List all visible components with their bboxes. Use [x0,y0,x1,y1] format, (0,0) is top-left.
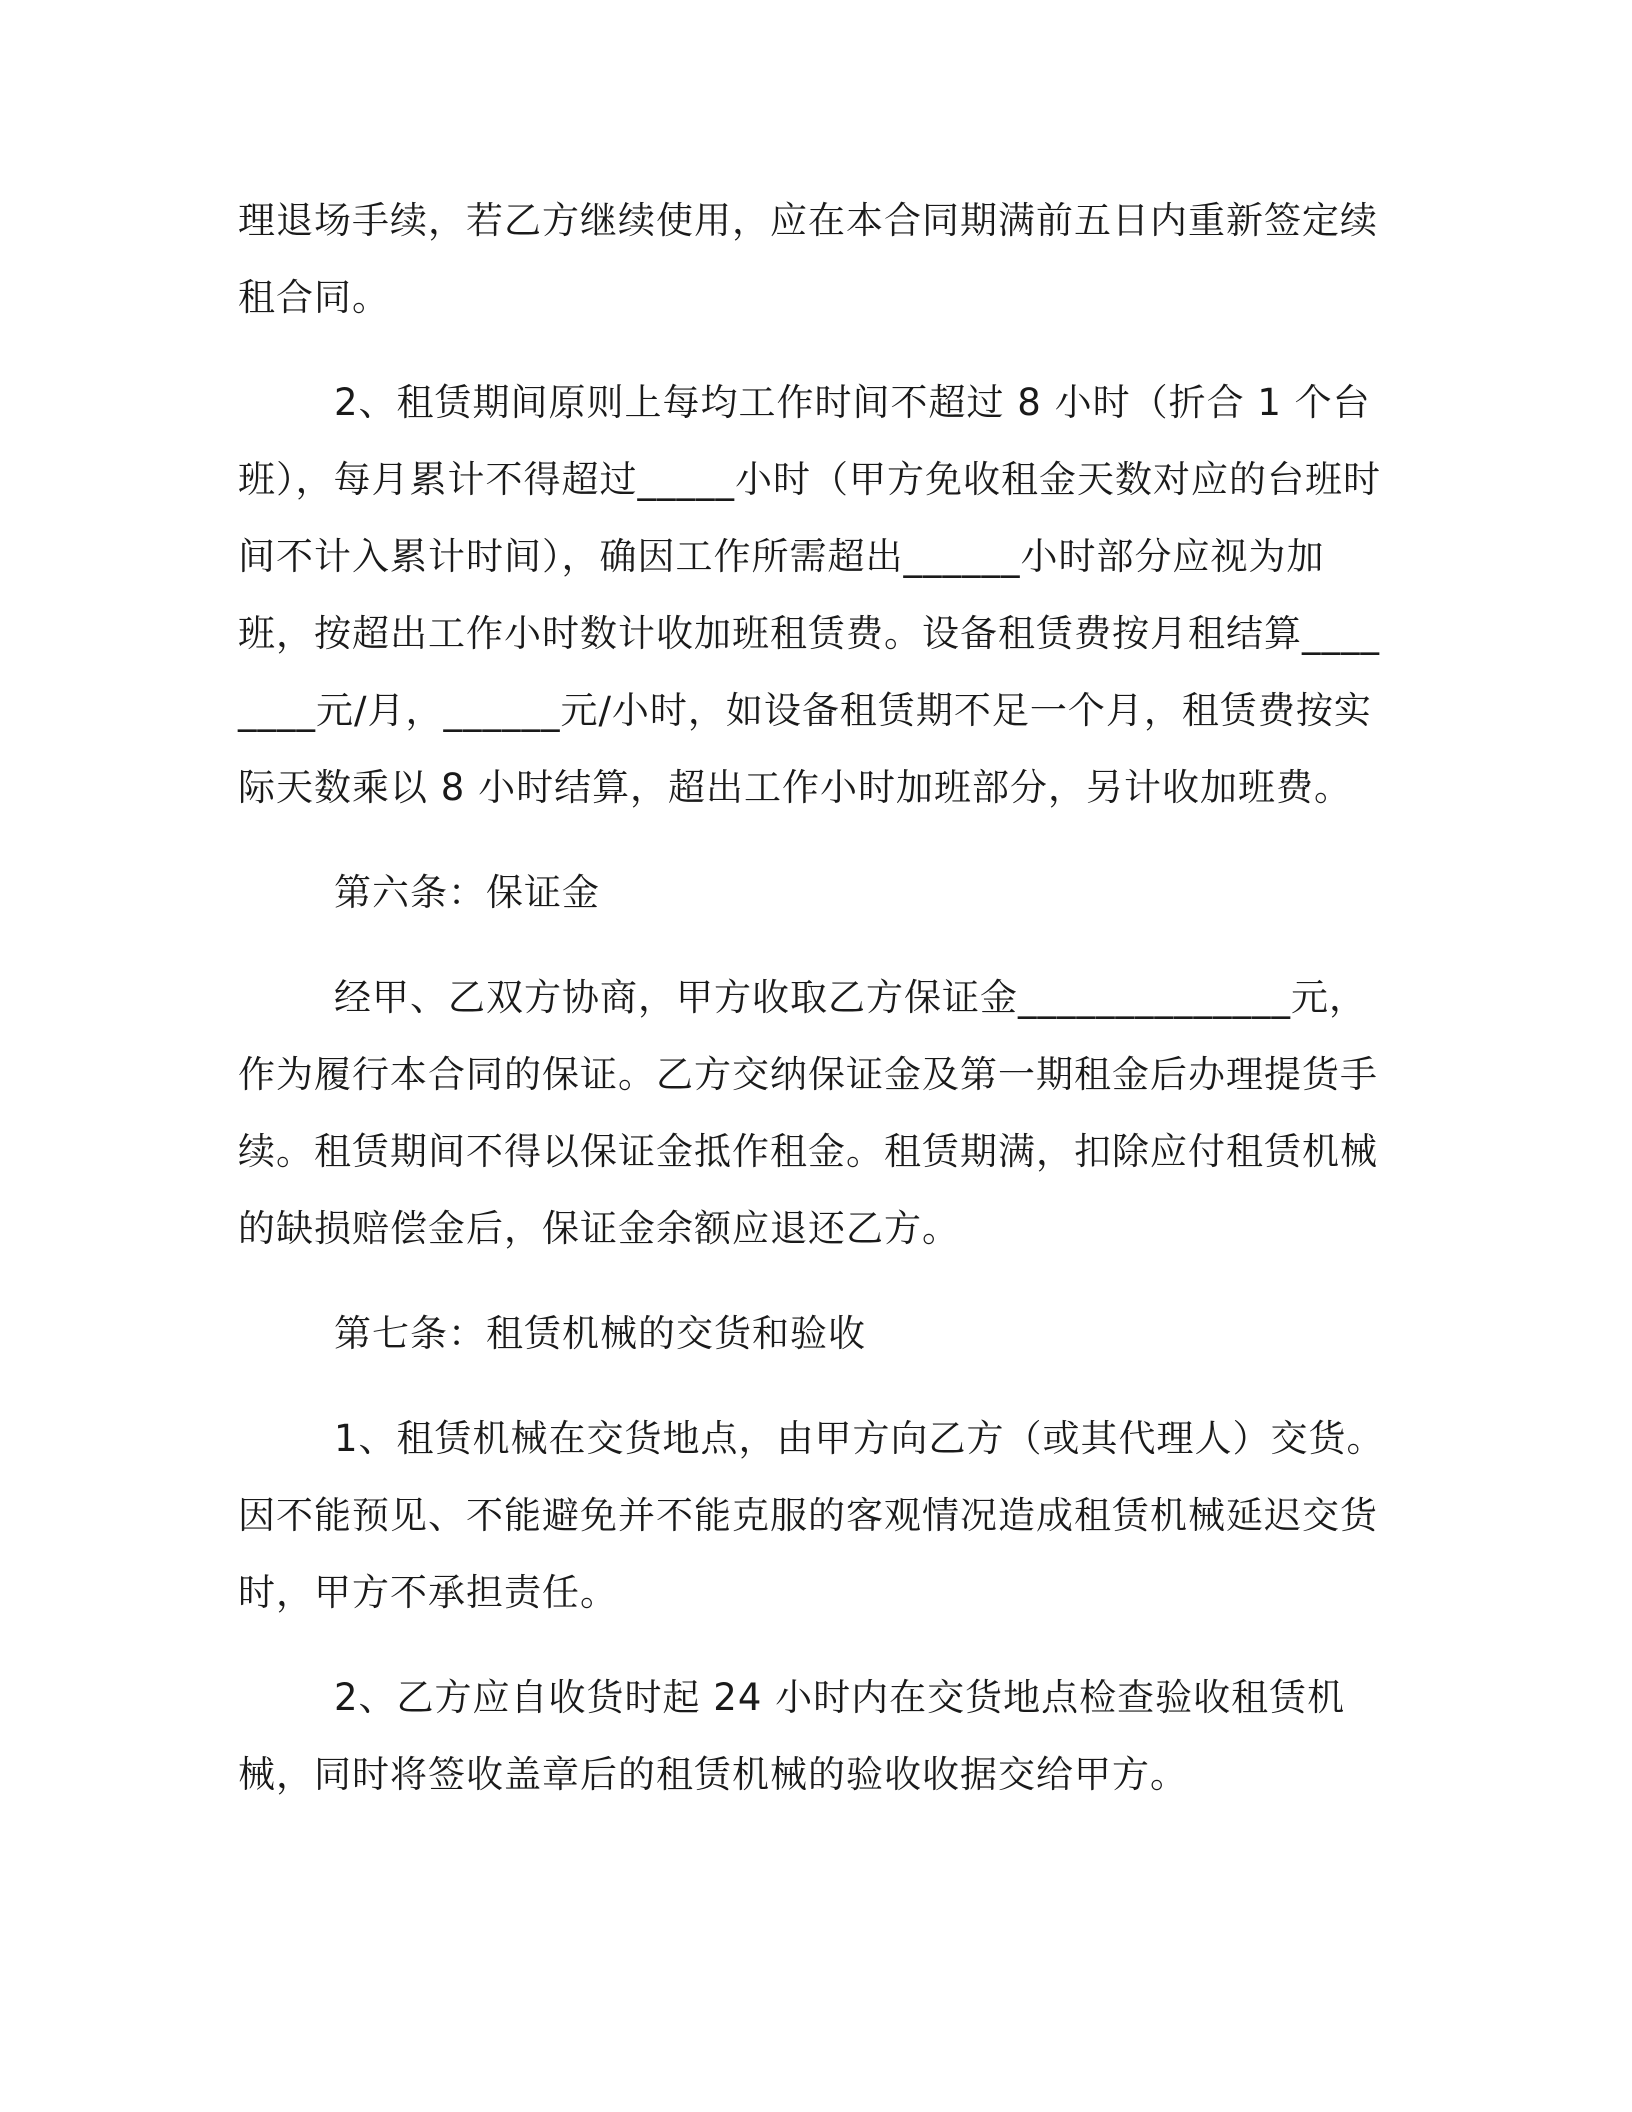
document-body [238,182,1398,1841]
paragraph-delivery: 1、租赁机械在交货地点，由甲方向乙方（或其代理人）交货。因不能预见、不能避免并不能克服的客观情况造成租赁机械延迟交货时，甲方不承担责任。 [238,1417,1385,1614]
paragraph-rental-hours: 2、租赁期间原则上每均工作时间不超过 8 小时（折合 1 个台班），每月累计不得超过_____小时（甲方免收租金天数对应的台班时间不计入累计时间），确因工作所需超出______小时部分应视为加班，按超出工作小时数计收加班租赁费。设备租赁费按月租结算________元/月，______元/小时，如设备租赁期不足一个月，租赁费按实际天数乘以 8 小时结算，超出工作小时加班部分，另计收加班费。 [238,381,1381,809]
article-six-heading: 第六条：保证金 [334,871,600,914]
paragraph-deposit: 经甲、乙双方协商，甲方收取乙方保证金______________元，作为履行本合同的保证。乙方交纳保证金及第一期租金后办理提货手续。租赁期间不得以保证金抵作租金。租赁期满，扣除应付租赁机械的缺损赔偿金后，保证金余额应退还乙方。 [238,976,1378,1250]
article-seven-heading: 第七条：租赁机械的交货和验收 [334,1312,866,1355]
paragraph-continuation: 理退场手续，若乙方继续使用，应在本合同期满前五日内重新签定续租合同。 [238,199,1378,319]
paragraph-inspection: 2、乙方应自收货时起 24 小时内在交货地点检查验收租赁机械，同时将签收盖章后的租赁机械的验收收据交给甲方。 [238,1676,1346,1796]
